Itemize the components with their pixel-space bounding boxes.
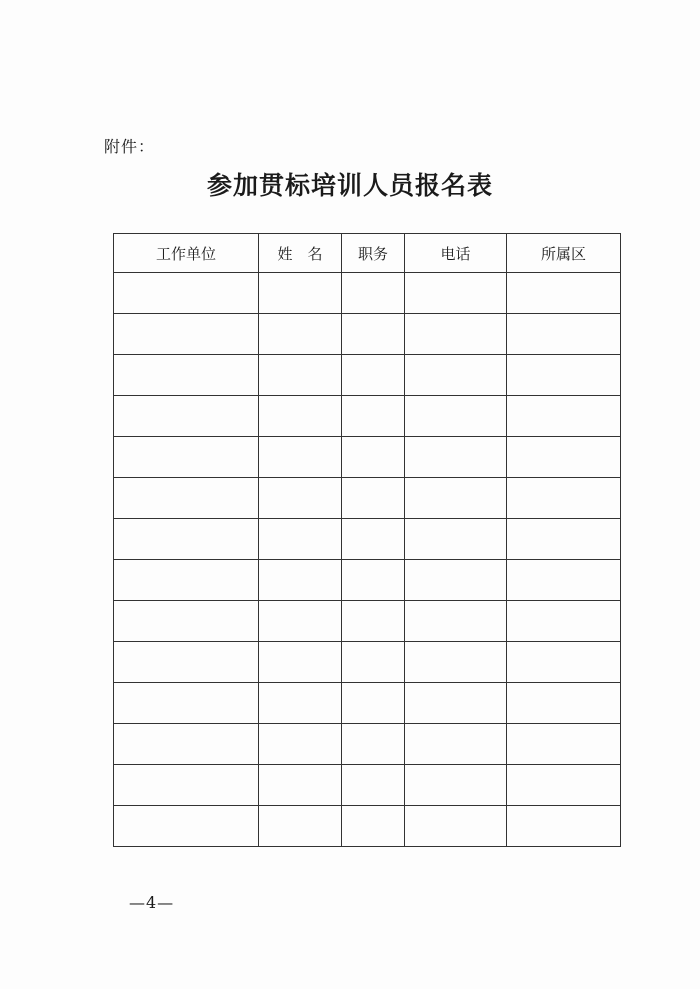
table-cell	[507, 642, 621, 683]
table-cell	[114, 560, 259, 601]
table-cell	[405, 314, 507, 355]
table-cell	[259, 806, 342, 847]
table-row	[114, 642, 621, 683]
table-cell	[507, 560, 621, 601]
table-cell	[114, 437, 259, 478]
table-row	[114, 396, 621, 437]
table-cell	[507, 437, 621, 478]
table-cell	[342, 683, 405, 724]
table-cell	[405, 355, 507, 396]
table-cell	[342, 601, 405, 642]
table-cell	[259, 519, 342, 560]
table-cell	[114, 642, 259, 683]
table-cell	[507, 314, 621, 355]
table-cell	[259, 314, 342, 355]
header-district: 所属区	[507, 234, 621, 273]
header-position: 职务	[342, 234, 405, 273]
table-cell	[507, 765, 621, 806]
header-work-unit: 工作单位	[114, 234, 259, 273]
table-cell	[114, 724, 259, 765]
table-row	[114, 437, 621, 478]
table-cell	[405, 437, 507, 478]
table-cell	[405, 273, 507, 314]
table-cell	[114, 478, 259, 519]
table-cell	[405, 765, 507, 806]
table-row	[114, 806, 621, 847]
table-cell	[507, 806, 621, 847]
table-cell	[259, 560, 342, 601]
table-cell	[342, 560, 405, 601]
table-cell	[114, 355, 259, 396]
table-row	[114, 478, 621, 519]
table-row	[114, 519, 621, 560]
table-cell	[114, 806, 259, 847]
table-cell	[507, 601, 621, 642]
table-cell	[342, 765, 405, 806]
table-cell	[405, 806, 507, 847]
table-row	[114, 355, 621, 396]
table-cell	[507, 396, 621, 437]
table-cell	[259, 478, 342, 519]
table-header-row	[114, 234, 621, 273]
table-cell	[507, 273, 621, 314]
table-row	[114, 683, 621, 724]
table-cell	[405, 560, 507, 601]
table-cell	[507, 355, 621, 396]
table-cell	[259, 437, 342, 478]
table-row	[114, 724, 621, 765]
table-row	[114, 601, 621, 642]
table-cell	[342, 355, 405, 396]
table-cell	[405, 724, 507, 765]
table-cell	[114, 396, 259, 437]
table-cell	[342, 642, 405, 683]
table-cell	[259, 724, 342, 765]
table-cell	[114, 519, 259, 560]
table-cell	[342, 806, 405, 847]
table-cell	[259, 642, 342, 683]
table-cell	[342, 724, 405, 765]
table-cell	[259, 601, 342, 642]
header-name: 姓 名	[259, 234, 342, 273]
table-cell	[114, 314, 259, 355]
table-row	[114, 314, 621, 355]
table-cell	[114, 765, 259, 806]
table-row	[114, 273, 621, 314]
page-number: —4—	[129, 893, 175, 912]
table-cell	[405, 642, 507, 683]
table-cell	[259, 765, 342, 806]
table-body	[114, 273, 621, 847]
table-row	[114, 765, 621, 806]
table-cell	[259, 396, 342, 437]
table-cell	[259, 683, 342, 724]
table-cell	[114, 601, 259, 642]
table-cell	[259, 355, 342, 396]
table-cell	[342, 396, 405, 437]
header-phone: 电话	[405, 234, 507, 273]
table-cell	[114, 683, 259, 724]
table-cell	[405, 683, 507, 724]
table-cell	[405, 519, 507, 560]
document-title: 参加贯标培训人员报名表	[206, 171, 493, 200]
table-cell	[342, 314, 405, 355]
table-cell	[405, 396, 507, 437]
table-cell	[114, 273, 259, 314]
table-row	[114, 560, 621, 601]
table-cell	[342, 273, 405, 314]
table-cell	[259, 273, 342, 314]
table-cell	[342, 519, 405, 560]
table-cell	[405, 601, 507, 642]
table-cell	[507, 478, 621, 519]
table-cell	[342, 437, 405, 478]
table-cell	[507, 724, 621, 765]
table-cell	[507, 519, 621, 560]
table-cell	[507, 683, 621, 724]
table-cell	[405, 478, 507, 519]
table-cell	[342, 478, 405, 519]
registration-table	[113, 233, 621, 847]
attachment-label: 附件：	[104, 137, 156, 156]
